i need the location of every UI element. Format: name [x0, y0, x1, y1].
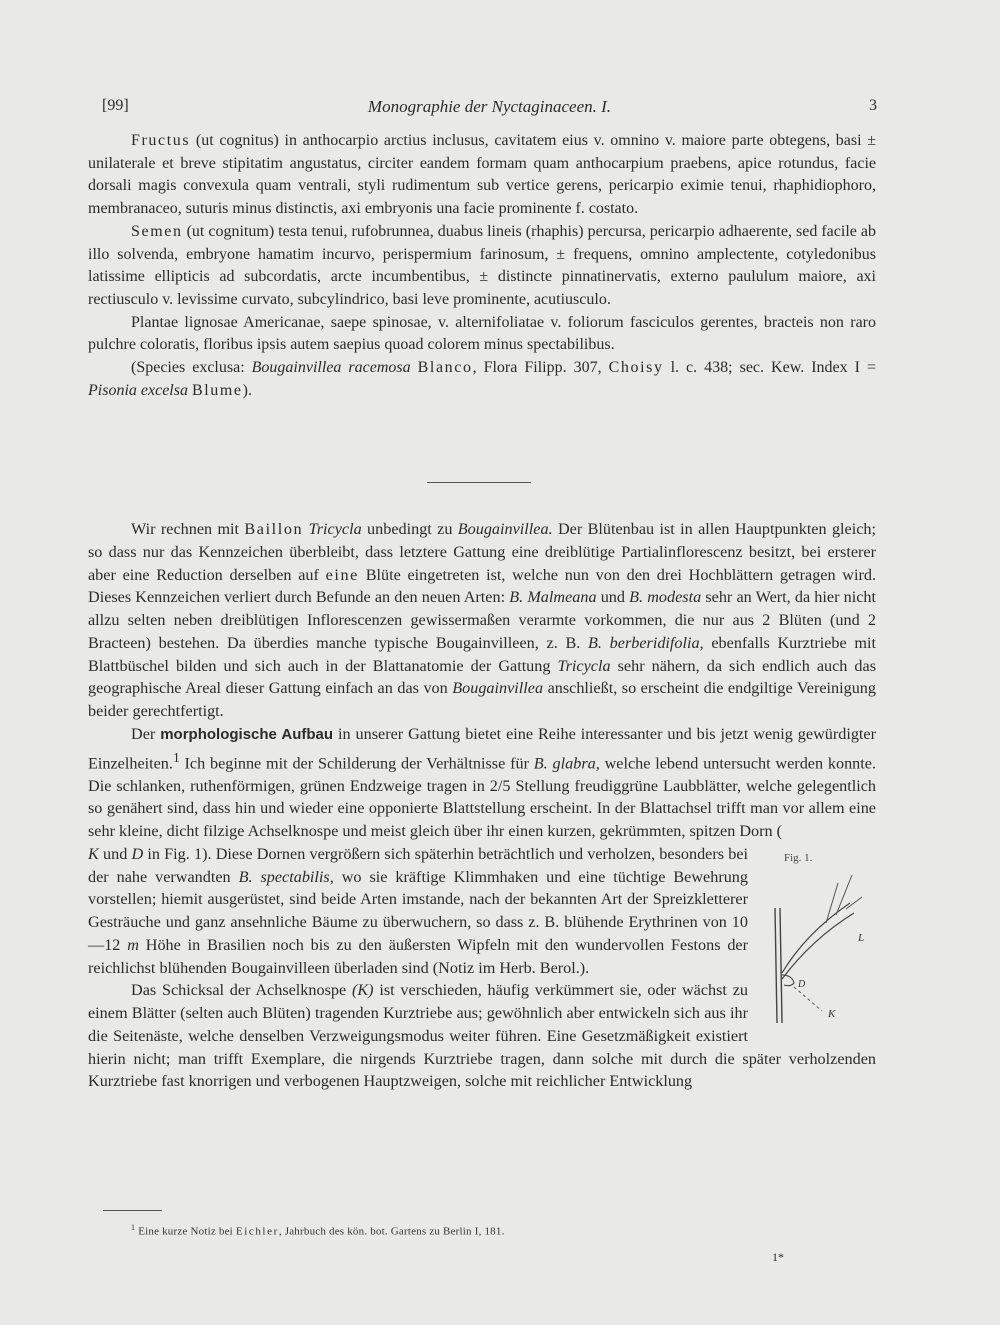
page-bracket-number: [99] [102, 97, 129, 114]
text: sehr nähern, da sich endlich auch das geographische Areal dieser Gattung einfach an das von [88, 656, 876, 698]
text: l. c. 438; sec. Kew. Index I = [663, 359, 877, 377]
text: Ich beginne mit der Schilderung der Verhältnisse für [179, 753, 534, 772]
text: (Species exclusa: [131, 359, 252, 377]
author: Baillon [244, 520, 304, 538]
latin-description [88, 130, 876, 402]
taxon: Bougainvillea [452, 679, 544, 698]
paragraph-plantae: Plantae lignosae Americanae, saepe spinosae, v. alternifoliatae v. foliorum fasciculos gerentes, bracteis non raro pulchre coloratis, floribus ipsis autem saepius quoad colorem minus spectabilibus. [88, 313, 876, 354]
taxon: Bougainvillea. [457, 520, 553, 538]
footnote-rule [103, 1210, 162, 1211]
paragraph-achselknospe [88, 979, 876, 1093]
text: (ut cognitum) testa tenui, rufobrunnea, duabus lineis (rhaphis) percursa, pericarpio adhaerente, sed facile ab illo solvenda, embryone hamatim incurvo, perispermium farinosum, ± frequens, omnino amplectente, cotyledonibus latissime ellipticis ad subcordatis, arcte incumbentibus, ± distincte pinnatinervatis, externo paululum maiore, axi rectiusculo v. levissime curvato, subcylindrico, basi leve prominente, acutiusculo. [88, 222, 876, 308]
running-header [102, 97, 877, 121]
emphasis: eine [325, 565, 359, 584]
german-discussion [88, 518, 876, 1093]
author: Choisy [608, 359, 664, 377]
text: Eine kurze Notiz bei [138, 1225, 236, 1238]
text: sehr an Wert, da hier nicht allzu selten neben dreiblütigen Inflorescenzen gewissermaßen verarmte vorkommen, die nur aus 2 Blüten (und 2 Bracteen) bestehen. Da überdies manche typische Bougainvilleen, z. B. [88, 588, 876, 652]
text: Der Blütenbau ist in allen Hauptpunkten gleich; so dass nur das Kennzeichen überbleibt, dass letztere Gattung eine dreiblütige Partialinflorescenz besitzt, bei ersterer aber eine Reduction derselben auf [88, 520, 876, 584]
text: in Fig. 1). Diese Dornen vergrößern sich späterhin beträchtlich und verholzen, besonders bei der nahe verwandten [88, 844, 749, 886]
text: Stellung freudiggrüne Laubblätter, welche gelegentlich so genähert sind, dass hin und wieder eine opponierte Blattstellung erscheint. In der Blattachsel trifft man vor allem eine sehr kleine, dicht filzige Achselknospe und meist gleich über ihr einen kurzen, gekrümmten, spitzen Dorn ( [88, 776, 876, 841]
term-fructus: Fructus [131, 132, 191, 149]
footnote-number: 1 [131, 1223, 136, 1232]
text: , Jahrbuch des kön. bot. Gartens zu Berlin I, 181. [278, 1225, 505, 1238]
text: ). [242, 381, 252, 399]
taxon: Tricycla [557, 656, 611, 675]
author: Eichler [235, 1225, 279, 1238]
unit: m [127, 935, 139, 954]
text: wo sie kräftige Klimmhaken und eine tüchtige Bewehrung vorstellen; hiemit ausgerüstet, sind beide Arten imstande, nach der bekannten Art der Spreizkletterer Gesträuche und ganz ansehnliche Bäume zu überwuchern, so dass z. B. blühende Erythrinen von 10—12 [88, 867, 748, 954]
page-number: 3 [869, 97, 877, 114]
label-L: L [858, 931, 865, 944]
figure-caption: Fig. 1. [784, 851, 813, 864]
text: Der [131, 724, 161, 743]
text: Blüte eingetreten ist, welche nun von den drei Hochblättern getragen wird. Dieses Kennzeichen verliert durch Befunde an den neuen Arten: [88, 565, 877, 607]
fraction: 2/5 [489, 776, 511, 795]
taxon: Tricycla [308, 520, 362, 538]
paragraph-tricycla [88, 518, 876, 723]
text [411, 359, 418, 376]
text: welche lebend untersucht werden konnte. Die schlanken, ruthenförmigen, grünen Endzweige tragen in [88, 753, 876, 795]
figure-1 [766, 847, 876, 1033]
paragraph-fructus [88, 130, 876, 221]
text: ebenfalls Kurztriebe mit Blattbüschel bilden und sich auch in der Blattanatomie der Gattung [88, 633, 876, 675]
taxon: B. spectabilis, [238, 867, 334, 886]
running-title: Monographie der Nyctaginaceen. I. [367, 97, 612, 116]
paragraph-semen [88, 221, 876, 312]
text: (ut cognitus) in anthocarpio arctius inclusus, cavitatem eius v. omnino v. maiore parte obtegens, basi ± unilaterale et breve stipitatim angustatus, circiter eandem formam quam anthocarpium praebens, apice rotundus, facie dorsali magis convexula quam ventrali, styli rudimentum sub vertice gerens, pericarpio eximie tenui, rhaphidiophoro, membranaceo, suturis minus distinctis, axi embryonis una facie prominente f. costato. [88, 132, 876, 218]
text: und [98, 844, 132, 863]
taxon: B. Malmeana [509, 588, 597, 607]
signature-mark: 1* [772, 1250, 784, 1264]
author: Blume [191, 381, 243, 399]
symbol: (K) [351, 981, 374, 1000]
taxon: Pisonia excelsa [88, 381, 188, 399]
label-D: D [798, 978, 806, 990]
text: Höhe in Brasilien noch bis zu den äußersten Wipfeln mit den wundervollen Festons der reichlichst blühenden Bougainvilleen überladen sind (Notiz im Herb. Berol.). [88, 935, 749, 977]
branch-illustration [766, 863, 876, 1033]
term-semen: Semen [131, 222, 183, 240]
text: unbedingt zu [361, 520, 458, 538]
label-K: K [828, 1007, 836, 1020]
text: und [596, 588, 630, 607]
text: in unserer Gattung bietet eine Reihe interessanter und bis jetzt wenig gewürdigter Einzelheiten. [88, 724, 876, 772]
section-separator [427, 482, 531, 483]
text: Wir rechnen mit [131, 520, 245, 538]
symbol: D [131, 844, 144, 863]
section-keyword: morphologische Aufbau [160, 725, 334, 743]
taxon: B. glabra, [533, 753, 600, 772]
text: Das Schicksal der Achselknospe [131, 981, 352, 1000]
symbol: K [88, 844, 99, 863]
taxon: Bougainvillea racemosa [251, 359, 411, 377]
text: ist verschieden, häufig verkümmert sie, oder wächst zu einem Blätter (selten auch Blüten) tragenden Kurztriebe aus; gewöhnlich aber entwickeln sich aus ihr die Seitenäste, welche denselben Verzweigungsmodus weiter führen. Eine Gesetzmäßigkeit existiert hierin nicht; man trifft Exemplare, die nirgends Kurztriebe tragen, dann solche mit durch die später verholzenden Kurztriebe fast knorrigen und verbogenen Hauptzweigen, solche mit reichlicher Entwicklung [88, 981, 876, 1091]
author: Blanco [417, 359, 473, 377]
taxon: B. berberidifolia, [588, 633, 704, 652]
paragraph-morphologie [88, 723, 876, 843]
text: , Flora Filipp. 307, [472, 359, 609, 377]
paragraph-species-exclusa [88, 357, 876, 402]
text: anschließt, so erscheint die endgiltige Vereinigung beider gerechtfertigt. [88, 679, 876, 720]
footnote-ref[interactable]: 1 [172, 749, 180, 765]
taxon: B. modesta [629, 588, 702, 607]
footnote [131, 1223, 505, 1238]
